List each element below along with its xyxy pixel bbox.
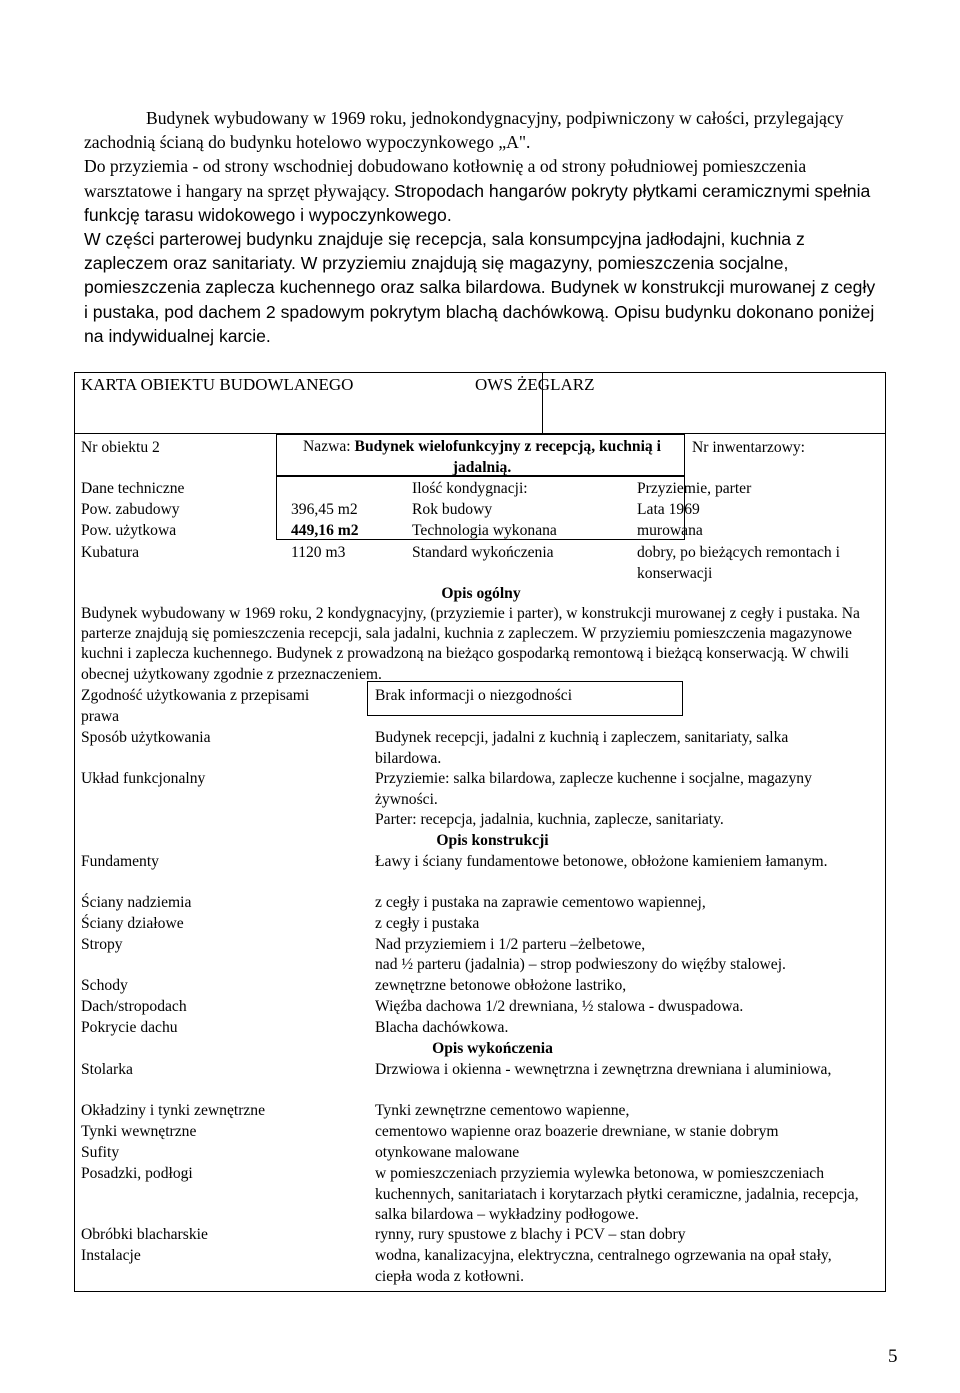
nazwa-label: Nazwa: bbox=[303, 438, 355, 455]
intro-line-3b-text: W przyziemiu znajdują się magazyny, pomieszczenia socjalne, pomieszczenia zaplecza kuchennego oraz salka bilardowa. bbox=[84, 253, 789, 298]
instalacje-label: Instalacje bbox=[81, 1247, 141, 1264]
intro-line-2b-text: Stropodach hangarów pokryty płytkami ceramicznymi spełnia funkcję tarasu widokowego i wypoczynkowego. bbox=[84, 180, 871, 225]
nr-inwentarzowy: Nr inwentarzowy: bbox=[692, 439, 806, 456]
nazwa-value: Budynek wielofunkcyjny z recepcją, kuchnią i jadalnią. bbox=[354, 438, 661, 476]
technologia-value: murowana bbox=[637, 522, 703, 539]
kubatura-value: 1120 m3 bbox=[291, 544, 346, 561]
dach-value: Więźba dachowa 1/2 drewniana, ½ stalowa - dwuspadowa. bbox=[375, 998, 744, 1015]
uklad-value-2: Parter: recepcja, jadalnia, kuchnia, zaplecze, sanitariaty. bbox=[375, 811, 724, 828]
opis-ogolny-text: Budynek wybudowany w 1969 roku, 2 kondygnacyjny, (przyziemie i parter), w konstrukcji murowanej z cegły i pustaka. Na parterze znajdują się pomieszczenia recepcji, sala jadalni, kuchnia z zapleczem. W przyziemiu pomieszczenia magazynowe kuchni i zaplecza kuchennego. Budynek z prowadzoną na bieżąco gospodarką remontową i bieżącą konserwacją. W chwili obecnej użytkowany zgodnie z przeznaczeniem. bbox=[81, 605, 860, 683]
tynki-wewnetrzne-label: Tynki wewnętrzne bbox=[81, 1123, 197, 1140]
intro-line-3c-text: Budynek w konstrukcji murowanej z cegły i pustaka, pod dachem 2 spadowym pokrytym blachą dachówkową. bbox=[84, 277, 876, 322]
okladziny-label: Okładziny i tynki zewnętrzne bbox=[81, 1102, 266, 1119]
sciany-dzialowe-value: z cegły i pustaka bbox=[375, 915, 480, 932]
posadzki-value: w pomieszczeniach przyziemia wylewka betonowa, w pomieszczeniach kuchennych, sanitariatach i korytarzach płytki ceramiczne, jadalnia, recepcja, salka bilardowa – wykładziny podłogowe. bbox=[375, 1165, 859, 1224]
stolarka-label: Stolarka bbox=[81, 1061, 133, 1078]
stropy-value-1: Nad przyziemiem i 1/2 parteru –żelbetowe, bbox=[375, 936, 646, 953]
uklad-label: Układ funkcjonalny bbox=[81, 770, 206, 787]
building-card bbox=[74, 372, 886, 1292]
intro-line-3-text: W części parterowej budynku znajduje się recepcja, sala konsumpcyjna jadłodajni, kuchnia z zapleczem oraz sanitariaty. bbox=[84, 229, 805, 274]
card-object-name: OWS ŻEGLARZ bbox=[475, 375, 595, 394]
sposob-value: Budynek recepcji, jadalni z kuchnią i zapleczem, sanitariaty, salka bilardowa. bbox=[375, 729, 789, 767]
instalacje-value: wodna, kanalizacyjna, elektryczna, centralnego ogrzewania na opał stały, ciepła woda z kotłowni. bbox=[375, 1247, 832, 1285]
stolarka-value: Drzwiowa i okienna - wewnętrzna i zewnętrzna drewniana i aluminiowa, bbox=[375, 1061, 832, 1078]
pow-zabudowy-label: Pow. zabudowy bbox=[81, 501, 180, 518]
tynki-wewnetrzne-value: cementowo wapienne oraz boazerie drewniane, w stanie dobrym bbox=[375, 1123, 779, 1140]
obrobki-label: Obróbki blacharskie bbox=[81, 1226, 208, 1243]
pokrycie-value: Blacha dachówkowa. bbox=[375, 1019, 509, 1036]
nr-obiektu: Nr obiektu 2 bbox=[81, 439, 160, 456]
zgodnosc-label: Zgodność użytkowania z przepisami prawa bbox=[81, 687, 310, 725]
fundamenty-label: Fundamenty bbox=[81, 853, 159, 870]
page-number: 5 bbox=[888, 1346, 898, 1367]
stropy-label: Stropy bbox=[81, 936, 123, 953]
sposob-label: Sposób użytkowania bbox=[81, 729, 211, 746]
sufity-value: otynkowane malowane bbox=[375, 1144, 520, 1161]
uklad-value-1: Przyziemie: salka bilardowa, zaplecze kuchenne i socjalne, magazyny żywności. bbox=[375, 770, 812, 808]
intro-paragraph bbox=[84, 106, 876, 348]
nazwa-field bbox=[283, 437, 681, 478]
posadzki-label: Posadzki, podłogi bbox=[81, 1165, 193, 1182]
opis-ogolny-heading: Opis ogólny bbox=[441, 585, 521, 602]
intro-line-2 bbox=[84, 154, 876, 227]
intro-line-3d-text: Opisu budynku dokonano poniżej na indywidualnej karcie. bbox=[84, 301, 875, 346]
ilosc-kondygnacji-label: Ilość kondygnacji: bbox=[412, 480, 528, 497]
standard-value: dobry, po bieżących remontach i konserwacji bbox=[637, 544, 840, 582]
schody-value: zewnętrzne betonowe obłożone lastriko, bbox=[375, 977, 627, 994]
pow-uzytkowa-value: 449,16 m2 bbox=[291, 522, 359, 539]
sciany-dzialowe-label: Ściany działowe bbox=[81, 915, 184, 932]
sufity-label: Sufity bbox=[81, 1144, 120, 1161]
rok-budowy-value: Lata 1969 bbox=[637, 501, 700, 518]
dach-label: Dach/stropodach bbox=[81, 998, 187, 1015]
schody-label: Schody bbox=[81, 977, 128, 994]
technologia-label: Technologia wykonana bbox=[412, 522, 557, 539]
opis-konstrukcji-heading: Opis konstrukcji bbox=[436, 832, 549, 849]
zgodnosc-value: Brak informacji o niezgodności bbox=[375, 687, 573, 704]
intro-line-2-text: Do przyziemia - od strony wschodniej dobudowano kotłownię a od strony południowej pomieszczenia warsztatowe i hangary na sprzęt pływający. bbox=[84, 156, 807, 201]
sciany-nadziemia-label: Ściany nadziemia bbox=[81, 894, 192, 911]
fundamenty-value: Ławy i ściany fundamentowe betonowe, obłożone kamieniem łamanym. bbox=[375, 853, 828, 870]
intro-line-1: Budynek wybudowany w 1969 roku, jednokondygnacyjny, podpiwniczony w całości, przylegający zachodnią ścianą do budynku hotelowo wypoczynkowego „A". bbox=[84, 108, 844, 153]
pokrycie-label: Pokrycie dachu bbox=[81, 1019, 178, 1036]
opis-wykonczenia-heading: Opis wykończenia bbox=[432, 1040, 553, 1057]
kubatura-label: Kubatura bbox=[81, 544, 140, 561]
okladziny-value: Tynki zewnętrzne cementowo wapienne, bbox=[375, 1102, 630, 1119]
pow-uzytkowa-label: Pow. użytkowa bbox=[81, 522, 177, 539]
rok-budowy-label: Rok budowy bbox=[412, 501, 493, 518]
stropy-value-2: nad ½ parteru (jadalnia) – strop podwieszony do więźby stalowej. bbox=[375, 956, 786, 973]
pow-zabudowy-value: 396,45 m2 bbox=[291, 501, 358, 518]
ilosc-kondygnacji-value: Przyziemie, parter bbox=[637, 480, 752, 497]
dane-techniczne-label: Dane techniczne bbox=[81, 480, 185, 497]
card-title: KARTA OBIEKTU BUDOWLANEGO bbox=[81, 375, 354, 394]
sciany-nadziemia-value: z cegły i pustaka na zaprawie cementowo wapiennej, bbox=[375, 894, 706, 911]
intro-line-3 bbox=[84, 227, 876, 348]
obrobki-value: rynny, rury spustowe z blachy i PCV – stan dobry bbox=[375, 1226, 686, 1243]
standard-label: Standard wykończenia bbox=[412, 544, 554, 561]
